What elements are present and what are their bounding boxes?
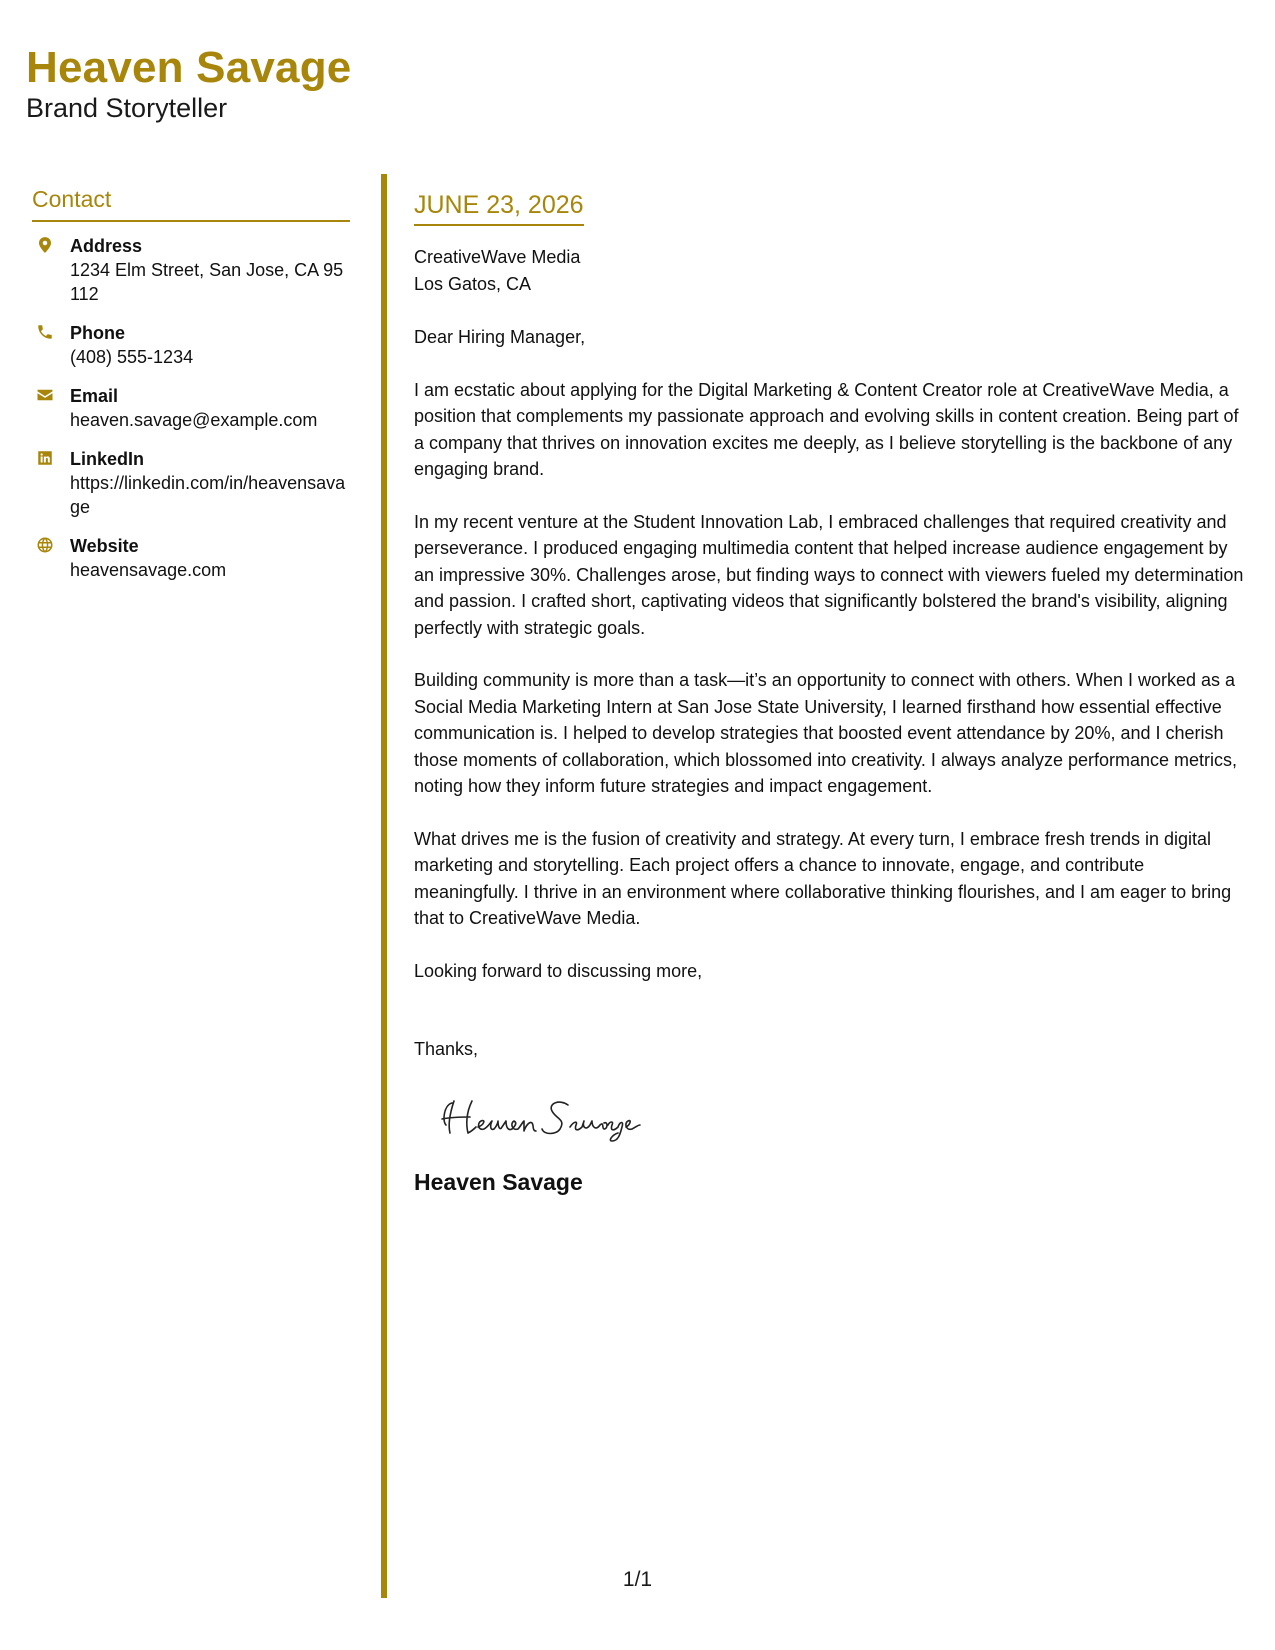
email-icon <box>32 384 70 432</box>
handwritten-signature <box>432 1091 662 1143</box>
recipient-location: Los Gatos, CA <box>414 273 532 294</box>
address-value: 1234 Elm Street, San Jose, CA 95112 <box>70 259 344 304</box>
website-value[interactable]: heavensavage.com <box>70 559 227 580</box>
vertical-divider <box>381 174 387 1598</box>
contact-item-linkedin <box>32 447 350 519</box>
contact-sidebar <box>32 186 350 597</box>
closing-line: Looking forward to discussing more, <box>414 960 703 981</box>
contact-label: Address <box>70 235 143 256</box>
contact-label: Phone <box>70 322 126 343</box>
recipient-block <box>414 244 1250 297</box>
contact-label: Email <box>70 385 119 406</box>
contact-label: LinkedIn <box>70 448 145 469</box>
candidate-title: Brand Storyteller <box>26 93 228 124</box>
letter-paragraph: I am ecstatic about applying for the Digital Marketing & Content Creator role at CreativeWave Media, a position that complements my passionate approach and evolving skills in content creation. Being part of a company that thrives on innovation excites me deeply, as I believe storytelling is the backbone of any engaging brand. <box>414 379 1239 479</box>
signed-name: Heaven Savage <box>414 1168 583 1195</box>
salutation: Dear Hiring Manager, <box>414 327 586 347</box>
letter-paragraph: Building community is more than a task—it’s an opportunity to connect with others. When I worked as a Social Media Marketing Intern at San Jose State University, I learned firsthand how essential effective communication is. I helped to develop strategies that boosted event attendance by 20%, and I cherish those moments of collaboration, which blossomed into creativity. I always analyze performance metrics, noting how they inform future strategies and impact engagement. <box>414 670 1238 796</box>
letter-paragraph: In my recent venture at the Student Innovation Lab, I embraced challenges that required creativity and perseverance. I produced engaging multimedia content that helped increase audience engagement by an impressive 30%. Challenges arose, but finding ways to connect with viewers fueled my determination and passion. I crafted short, captivating videos that significantly bolstered the brand's visibility, aligning perfectly with strategic goals. <box>414 511 1244 638</box>
candidate-name: Heaven Savage <box>26 43 352 92</box>
contact-item-website <box>32 534 350 582</box>
contact-item-phone <box>32 321 350 369</box>
phone-value[interactable]: (408) 555-1234 <box>70 346 194 367</box>
letter-paragraph: What drives me is the fusion of creativity and strategy. At every turn, I embrace fresh trends in digital marketing and storytelling. Each project offers a chance to innovate, engage, and contribute meaningfully. I thrive in an environment where collaborative thinking flourishes, and I am eager to bring that to CreativeWave Media. <box>414 828 1232 928</box>
email-value[interactable]: heaven.savage@example.com <box>70 409 318 430</box>
page-number <box>0 1568 1275 1592</box>
signature-image <box>432 1091 662 1143</box>
contact-item-email <box>32 384 350 432</box>
linkedin-icon <box>32 447 70 519</box>
letter-date: JUNE 23, 2026 <box>414 190 584 226</box>
header <box>26 44 351 125</box>
contact-heading: Contact <box>32 186 350 222</box>
contact-list <box>32 234 350 582</box>
contact-item-address <box>32 234 350 306</box>
page-number-text: 1/1 <box>622 1568 653 1591</box>
phone-icon <box>32 321 70 369</box>
letter-body <box>414 190 1250 1195</box>
recipient-company: CreativeWave Media <box>414 247 581 267</box>
globe-icon <box>32 534 70 582</box>
contact-label: Website <box>70 535 139 556</box>
thanks-line: Thanks, <box>414 1039 479 1059</box>
linkedin-value[interactable]: https://linkedin.com/in/heavensavage <box>70 472 346 517</box>
location-pin-icon <box>32 234 70 306</box>
